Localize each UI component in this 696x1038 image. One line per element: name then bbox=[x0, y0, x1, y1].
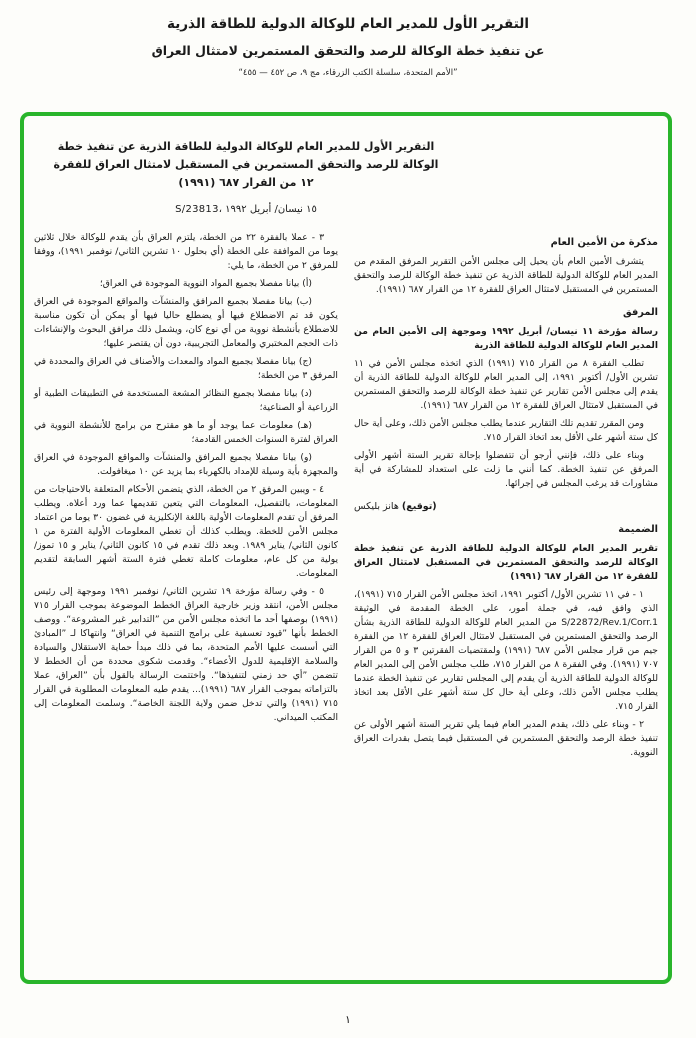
enclosure-heading: الضميمة bbox=[618, 524, 658, 536]
left-column bbox=[34, 227, 338, 764]
signature-line bbox=[354, 500, 658, 514]
subitem-label: (ب) bbox=[296, 296, 313, 308]
annex-heading: المرفق bbox=[623, 307, 658, 319]
subitem-text: معلومات عما يوجد أو ما هو مقترح من برامج للأنشطة النووية في العراق لفترة السنوات الخمس القادمة؛ bbox=[34, 420, 338, 446]
subitem-label: (أ) bbox=[302, 278, 312, 290]
annex-paragraph: تطلب الفقرة ٨ من القرار ٧١٥ (١٩٩١) الذي اتخذه مجلس الأمن في ١١ تشرين الأول/ أكتوبر ١٩٩١، إلى المدير العام للوكالة الدولية للطاقة الذرية أن يقدم إلى مجلس الأمن تقارير عن تنفيذ خطة الوكالة للرصد والتحقق المستمرين في المستقبل لامتثال العراق للفقرة ١٢ من القرار ٦٨٧ (١٩٩١). bbox=[354, 358, 658, 412]
page-header bbox=[0, 0, 696, 78]
document-number: S/23813 bbox=[175, 204, 219, 216]
document-reference-line bbox=[50, 204, 442, 215]
page-number: ١ bbox=[345, 1014, 351, 1026]
paragraph-4: ٤ - ويبين المرفق ٢ من الخطة، الذي يتضمن الأحكام المتعلقة بالاحتياجات من المعلومات، بالتفصيل، المعلومات التي يتعين تقديمها عما ورد أعلاه. ويطلب المرفق أن تقدم المعلومات الأولية باللغة الإنكليزية في غضون ٣٠ يوما من اعتماد مجلس الأمن للخطة. ويطلب كذلك أن تغطي المعلومات الأولية الفترة من ١ كانون الثاني/ يناير ١٩٨٩. وبعد ذلك تقدم في ١٥ كانون الثاني/ يناير و ١٥ تموز/ يولية من كل عام، معلومات كاملة تغطي فترة الستة أشهر السابقة لتقديم المعلومات. bbox=[34, 484, 338, 580]
memo-heading: مذكرة من الأمين العام bbox=[550, 237, 658, 249]
subitem-label: (ج) bbox=[298, 356, 313, 368]
signature-word: (توقيع) bbox=[401, 500, 437, 512]
annex-paragraph: ومن المقرر تقديم تلك التقارير عندما يطلب مجلس الأمن ذلك، وعلى أية حال كل ستة أشهر على الأقل بعد اتخاذ القرار ٧١٥. bbox=[354, 418, 658, 444]
document-title: التقرير الأول للمدير العام للوكالة الدولية للطاقة الذرية عن تنفيذ خطة الوكالة للرصد والتحقق المستمرين في المستقبل لامتثال العراق للفقرة ١٢ من القرار ٦٨٧ (١٩٩١) bbox=[53, 140, 439, 190]
right-column bbox=[354, 227, 658, 764]
signature-name: هانز بليكس bbox=[354, 500, 399, 512]
subitem-text: بيانا مفصلا بجميع المرافق والمنشآت والمواقع الموجودة في العراق يكون قد تم الاضطلاع فيها أو يضطلع حاليا فيها أو يمكن أن تكون مناسبة للاضطلاع بأنشطة نووية من أي نوع كان، ويشمل ذلك مرافق البحوث والإنشاءات ذات الحجم المختبري والمعامل التجريبية، دون أن يقتصر عليها؛ bbox=[34, 296, 338, 350]
annex-subtitle: رسالة مؤرخة ١١ نيسان/ أبريل ١٩٩٢ وموجهة إلى الأمين العام من المدير العام للوكالة الدولية للطاقة الذرية bbox=[354, 326, 658, 352]
subitem-e bbox=[34, 419, 338, 447]
subitem-text: بيانا مفصلا بجميع النظائر المشعة المستخدمة في التطبيقات الطبية أو الزراعية أو الصناعية؛ bbox=[34, 388, 338, 414]
header-title-line2: عن تنفيذ خطة الوكالة للرصد والتحقق المستمرين لامتثال العراق bbox=[151, 43, 545, 58]
memo-paragraph: يتشرف الأمين العام بأن يحيل إلى مجلس الأمن التقرير المرفق المقدم من المدير العام للوكالة الدولية للطاقة الذرية عن تنفيذ خطة الوكالة للرصد والتحقق المستمرين في المستقبل لامتثال العراق للفقرة ١٢ من القرار ٦٨٧ (١٩٩١). bbox=[354, 256, 658, 296]
subitem-text: بيانا مفصلا بجميع المواد النووية الموجودة في العراق؛ bbox=[99, 278, 300, 290]
subitem-label: (هـ) bbox=[297, 420, 312, 432]
subitem-c bbox=[34, 355, 338, 383]
paragraph-3: ٣ - عملا بالفقرة ٢٢ من الخطة، يلتزم العراق بأن يقدم للوكالة خلال ثلاثين يوما من الموافقة على الخطة (أي بحلول ١٠ تشرين الثاني/ نوفمبر ١٩٩١)، ووفقا للمرفق ٢ من الخطة، ما يلي: bbox=[34, 232, 339, 272]
enclosure-paragraph-2: ٢ - وبناء على ذلك، يقدم المدير العام فيما يلي تقرير الستة أشهر الأولى عن تنفيذ خطة الرصد والتحقق المستمرين في المستقبل فيما يتصل بقدرات العراق النووية. bbox=[354, 719, 658, 759]
document-frame bbox=[20, 112, 672, 984]
header-title-line1: التقرير الأول للمدير العام للوكالة الدولية للطاقة الذرية bbox=[167, 16, 529, 32]
subitem-f bbox=[34, 451, 338, 479]
header-source-citation: ”الأمم المتحدة، سلسلة الكتب الزرقاء، مج ٩، ص ٤٥٢ — ٤٥٥“ bbox=[238, 68, 458, 78]
subitem-text: بيانا مفصلا بجميع المرافق والمنشآت والمواقع الموجودة في العراق والمجهزة بأية وسيلة للإمداد بالكهرباء بما يزيد عن ١٠ ميغافولت. bbox=[34, 452, 338, 478]
document-title-block bbox=[50, 138, 442, 215]
annex-paragraph: وبناء على ذلك، فإنني أرجو أن تتفضلوا بإحالة تقرير الستة أشهر الأولى المرفق عن تنفيذ الخطة. كما أنني ما زلت على استعداد للمشاركة في أية مشاورات قد يرغب المجلس في إجرائها. bbox=[354, 450, 658, 489]
subitem-b bbox=[34, 295, 338, 351]
subitem-label: (د) bbox=[300, 388, 312, 400]
subitem-label: (و) bbox=[300, 452, 313, 464]
subitem-d bbox=[34, 387, 338, 415]
subitem-a bbox=[34, 277, 338, 291]
enclosure-subtitle: تقرير المدير العام للوكالة الدولية للطاقة الذرية عن تنفيذ خطة الوكالة للرصد والتحقق المستمرين في المستقبل لامتثال العراق للفقرة ١٢ من القرار ٦٨٧ (١٩٩١) bbox=[354, 543, 658, 583]
two-column-body bbox=[34, 227, 658, 764]
paragraph-5: ٥ - وفي رسالة مؤرخة ١٩ تشرين الثاني/ نوفمبر ١٩٩١ وموجهة إلى رئيس مجلس الأمن، انتقد وزير خارجية العراق الخطط الموضوعة بموجب القرار ٧١٥ (١٩٩١) بوصفها أحد ما اتخذه مجلس الأمن من ”التدابير غير المشروعة“. ووصف الخطط بأنها ”قيود تعسفية على برامج التنمية في العراق“ وانتهاكا لـ ”المبادئ التي أسست عليها الأمم المتحدة، بما في ذلك مبدأ حماية الاستقلال والسيادة والسلامة الإقليمية للدول الأعضاء“. وقدمت شكوى محددة من أن الخطط لا تتضمن ”أي حد زمني لتنفيذها“. واختتمت الرسالة بالقول بأن ”العراق، عملا بالتزاماته بموجب القرار ٦٨٧ (١٩٩١)... يقدم طيه المعلومات المطلوبة في القرار ٧١٥ (١٩٩١) والتي تدخل ضمن ولاية اللجنة الخاصة“. وسلمت المعلومات إلى المكتب الميداني. bbox=[34, 586, 338, 723]
subitem-text: بيانا مفصلا بجميع المواد والمعدات والأصناف في العراق والمحددة في المرفق ٣ من الخطة؛ bbox=[34, 356, 338, 382]
document-date: ، ١٥ نيسان/ أبريل ١٩٩٢ bbox=[218, 204, 317, 216]
enclosure-paragraph-1: ١ - في ١١ تشرين الأول/ أكتوبر ١٩٩١، اتخذ مجلس الأمن القرار ٧١٥ (١٩٩١)، الذي وافق فيه، في جملة أمور، على الخطة المقدمة في الوثيقة S/22872/Rev.1/Corr.1 من المدير العام للوكالة الدولية للطاقة الذرية بشأن الرصد والتحقق المستمرين في المستقبل لامتثال العراق للفقرة ١٢ من الفقرة جيم من قرار مجلس الأمن ٦٨٧ (١٩٩١) ولمقتضيات الفقرتين ٣ و ٥ من القرار ٧٠٧ (١٩٩١). وفي الفقرة ٨ من القرار ٧١٥، طلب مجلس الأمن إلى المدير العام للوكالة الدولية للطاقة الذرية أن يقدم إلى المجلس تقارير عن تنفيذ الخطة عندما يطلب مجلس الأمن ذلك، وعلى أية حال كل ستة أشهر على الأقل بعد اتخاذ القرار ٧١٥. bbox=[354, 589, 658, 713]
